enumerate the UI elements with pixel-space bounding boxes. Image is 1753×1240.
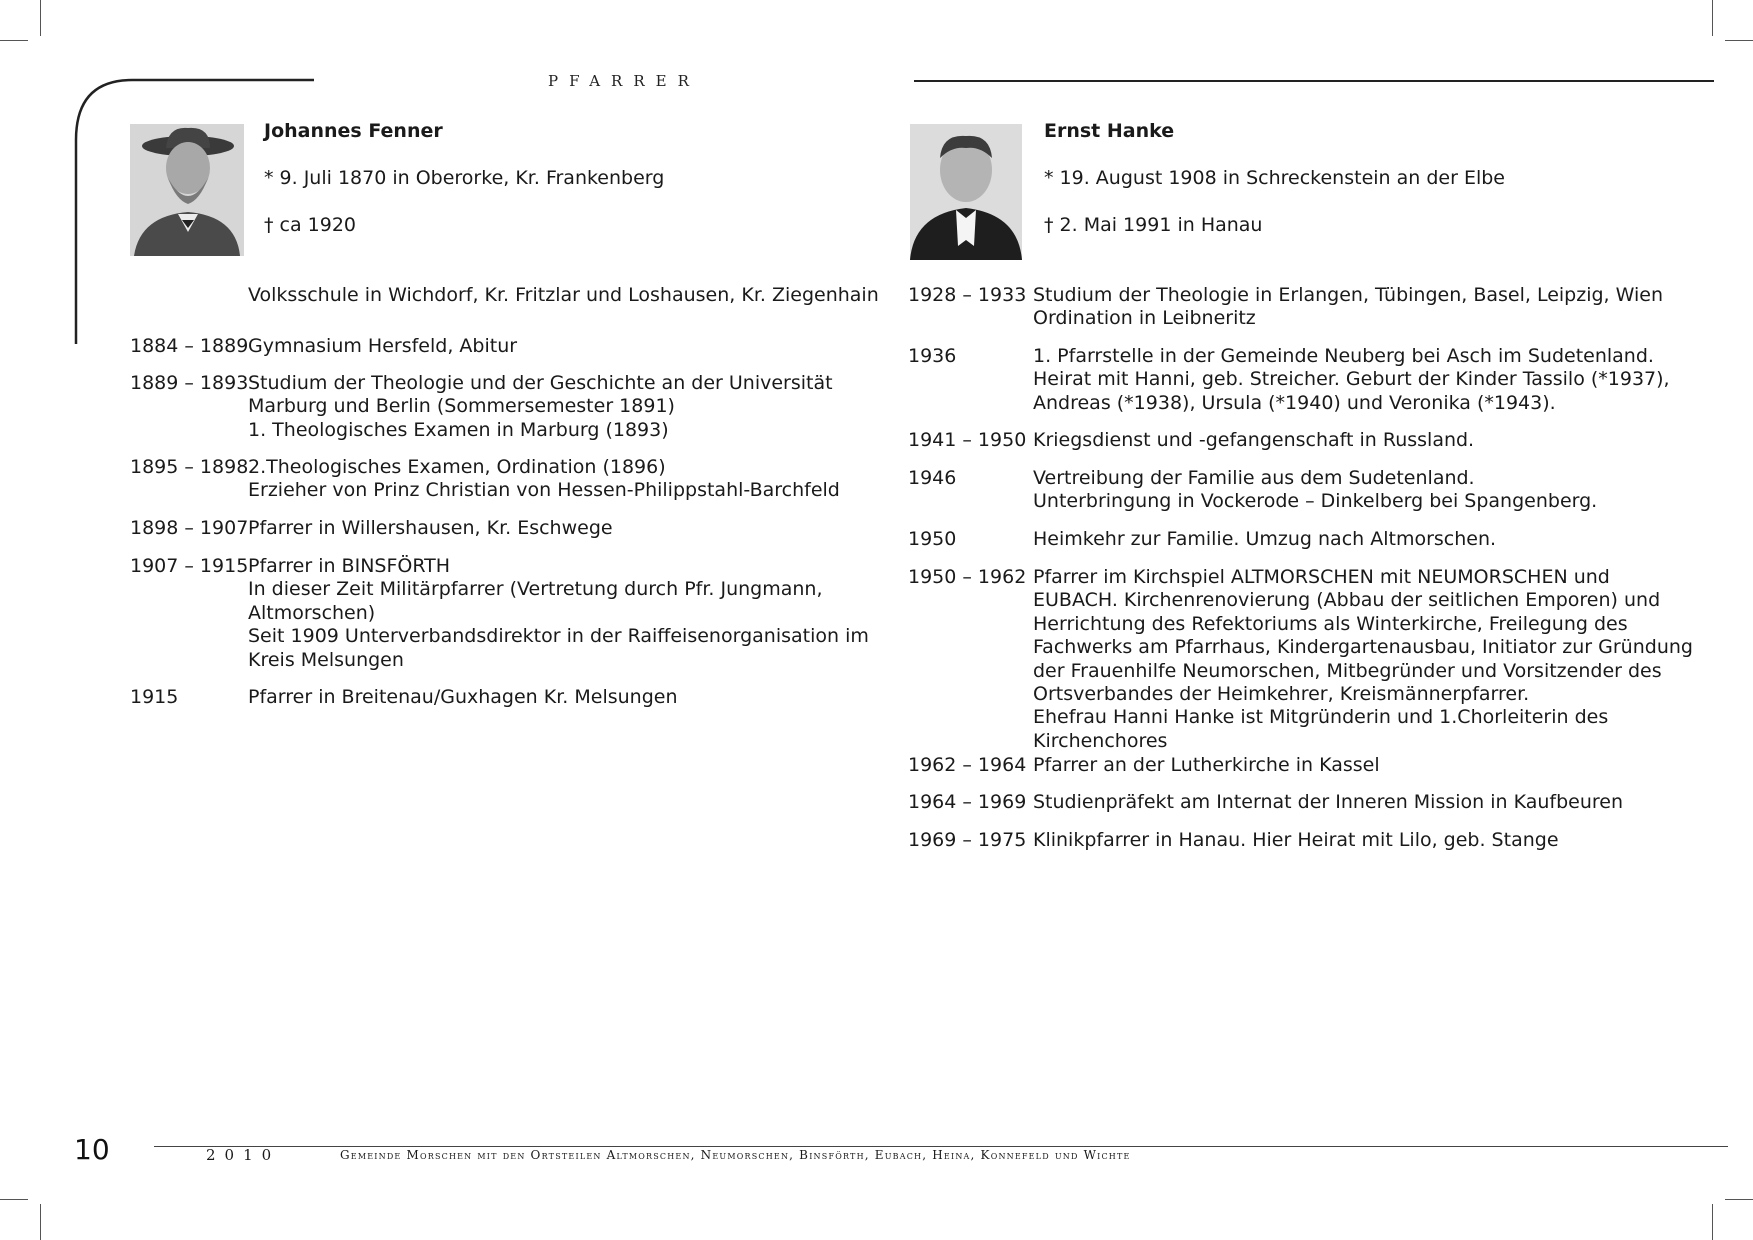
- entry-line: Unterbringung in Vockerode – Dinkelberg bei Spangenberg.: [1033, 490, 1598, 513]
- crop-mark: [0, 1199, 28, 1200]
- portrait-johannes-fenner-icon: [130, 124, 244, 256]
- header-rule-right: [914, 80, 1714, 82]
- entry-description: [1033, 429, 1474, 452]
- entry-description: [248, 456, 840, 503]
- entry-line: Studium der Theologie und der Geschichte an der Universität: [248, 372, 833, 394]
- entry-line: Andreas (*1938), Ursula (*1940) und Veronika (*1943).: [1033, 391, 1556, 414]
- entry-year: 1936: [908, 345, 957, 367]
- entry-year: 1895 – 1898: [130, 456, 249, 478]
- entry-line: Pfarrer in Willershausen, Kr. Eschwege: [248, 517, 613, 539]
- crop-mark: [1725, 1199, 1753, 1200]
- portrait-ernst-hanke-icon: [910, 124, 1022, 260]
- footer-year: 2010: [206, 1146, 281, 1164]
- entry-line: Studienpräfekt am Internat der Inneren Mission in Kaufbeuren: [1033, 791, 1624, 813]
- entry-line: Studium der Theologie in Erlangen, Tübingen, Basel, Leipzig, Wien: [1033, 284, 1663, 306]
- entry-line: Herrichtung des Refektoriums als Winterkirche, Freilegung des: [1033, 612, 1628, 635]
- crop-mark: [1712, 1204, 1713, 1240]
- entry-line: Fachwerks am Pfarrhaus, Kindergartenausbau, Initiator zur Gründung: [1033, 636, 1693, 659]
- death-info: † 2. Mai 1991 in Hanau: [1044, 214, 1263, 236]
- entry-line: Ehefrau Hanni Hanke ist Mitgründerin und 1.Chorleiterin des: [1033, 706, 1609, 729]
- entry-line: Marburg und Berlin (Sommersemester 1891): [248, 395, 675, 418]
- entry-line: 1. Pfarrstelle in der Gemeinde Neuberg bei Asch im Sudetenland.: [1033, 345, 1654, 367]
- birth-info: * 19. August 1908 in Schreckenstein an der Elbe: [1044, 167, 1505, 189]
- entry-year: 1898 – 1907: [130, 517, 249, 539]
- entry-line: Heimkehr zur Familie. Umzug nach Altmorschen.: [1033, 528, 1497, 550]
- entry-line: Pfarrer an der Lutherkirche in Kassel: [1033, 754, 1380, 776]
- entry-line: Ordination in Leibneritz: [1033, 307, 1256, 330]
- entry-line: Seit 1909 Unterverbandsdirektor in der Raiffeisenorganisation im: [248, 625, 869, 648]
- entry-line: Volksschule in Wichdorf, Kr. Fritzlar und Loshausen, Kr. Ziegenhain: [248, 284, 879, 306]
- entry-description: [248, 686, 678, 709]
- crop-mark: [1712, 0, 1713, 36]
- entry-description: [248, 372, 833, 442]
- entry-description: [1033, 829, 1559, 852]
- entry-line: Ortsverbandes der Heimkehrer, Kreismännerpfarrer.: [1033, 683, 1530, 706]
- entry-description: [1033, 791, 1623, 814]
- entry-year: 1969 – 1975: [908, 829, 1027, 851]
- entry-description: [248, 555, 869, 672]
- footer-text: Gemeinde Morschen mit den Ortsteilen Altmorschen, Neumorschen, Binsförth, Eubach, Heina, Konnefeld und Wichte: [340, 1148, 1131, 1162]
- crop-mark: [40, 1204, 41, 1240]
- entry-line: Pfarrer in Breitenau/Guxhagen Kr. Melsungen: [248, 686, 678, 708]
- entry-description: [1033, 284, 1663, 331]
- entry-year: 1964 – 1969: [908, 791, 1027, 813]
- entry-line: Heirat mit Hanni, geb. Streicher. Geburt der Kinder Tassilo (*1937),: [1033, 368, 1670, 391]
- crop-mark: [40, 0, 41, 36]
- entry-description: [1033, 345, 1670, 415]
- entry-year: 1941 – 1950: [908, 429, 1027, 451]
- entry-line: Kriegsdienst und -gefangenschaft in Russland.: [1033, 429, 1475, 451]
- crop-mark: [0, 40, 28, 41]
- entry-description: [248, 284, 879, 307]
- entry-line: Klinikpfarrer in Hanau. Hier Heirat mit Lilo, geb. Stange: [1033, 829, 1559, 851]
- entry-description: [248, 335, 517, 358]
- entry-year: 1950: [908, 528, 957, 550]
- entry-description: [248, 517, 613, 540]
- portrait-photo-hanke: [910, 124, 1022, 260]
- entry-description: [1033, 754, 1380, 777]
- entry-year: 1928 – 1933: [908, 284, 1027, 306]
- entry-line: Erzieher von Prinz Christian von Hessen-Philippstahl-Barchfeld: [248, 479, 840, 502]
- entry-line: Altmorschen): [248, 601, 376, 624]
- entry-year: 1946: [908, 467, 957, 489]
- death-info: † ca 1920: [264, 214, 357, 236]
- entry-year: 1907 – 1915: [130, 555, 249, 577]
- entry-description: [1033, 528, 1496, 551]
- portrait-photo-fenner: [130, 124, 244, 256]
- entry-line: Vertreibung der Familie aus dem Sudetenland.: [1033, 467, 1475, 489]
- entry-line: Gymnasium Hersfeld, Abitur: [248, 335, 518, 357]
- entry-year: 1889 – 1893: [130, 372, 249, 394]
- entry-year: 1962 – 1964: [908, 754, 1027, 776]
- entry-line: Pfarrer in BINSFÖRTH: [248, 555, 451, 577]
- entry-line: der Frauenhilfe Neumorschen, Mitbegründer und Vorsitzender des: [1033, 659, 1662, 682]
- entry-line: Pfarrer im Kirchspiel ALTMORSCHEN mit NEUMORSCHEN und: [1033, 566, 1610, 588]
- entry-description: [1033, 566, 1693, 753]
- entry-line: 2.Theologisches Examen, Ordination (1896): [248, 456, 666, 478]
- entry-line: In dieser Zeit Militärpfarrer (Vertretung durch Pfr. Jungmann,: [248, 578, 823, 601]
- page-title: PFARRER: [548, 72, 700, 90]
- page-number: 10: [74, 1133, 110, 1166]
- entry-line: Kreis Melsungen: [248, 648, 404, 671]
- entry-year: 1884 – 1889: [130, 335, 249, 357]
- entry-line: Kirchenchores: [1033, 729, 1168, 752]
- pastor-name: Johannes Fenner: [264, 120, 443, 142]
- entry-description: [1033, 467, 1597, 514]
- entry-line: EUBACH. Kirchenrenovierung (Abbau der seitlichen Emporen) und: [1033, 589, 1661, 612]
- crop-mark: [1725, 40, 1753, 41]
- entry-year: 1915: [130, 686, 179, 708]
- entry-year: 1950 – 1962: [908, 566, 1027, 588]
- pastor-name: Ernst Hanke: [1044, 120, 1175, 142]
- entry-line: 1. Theologisches Examen in Marburg (1893): [248, 418, 669, 441]
- birth-info: * 9. Juli 1870 in Oberorke, Kr. Frankenberg: [264, 167, 665, 189]
- footer-rule: [154, 1146, 1728, 1147]
